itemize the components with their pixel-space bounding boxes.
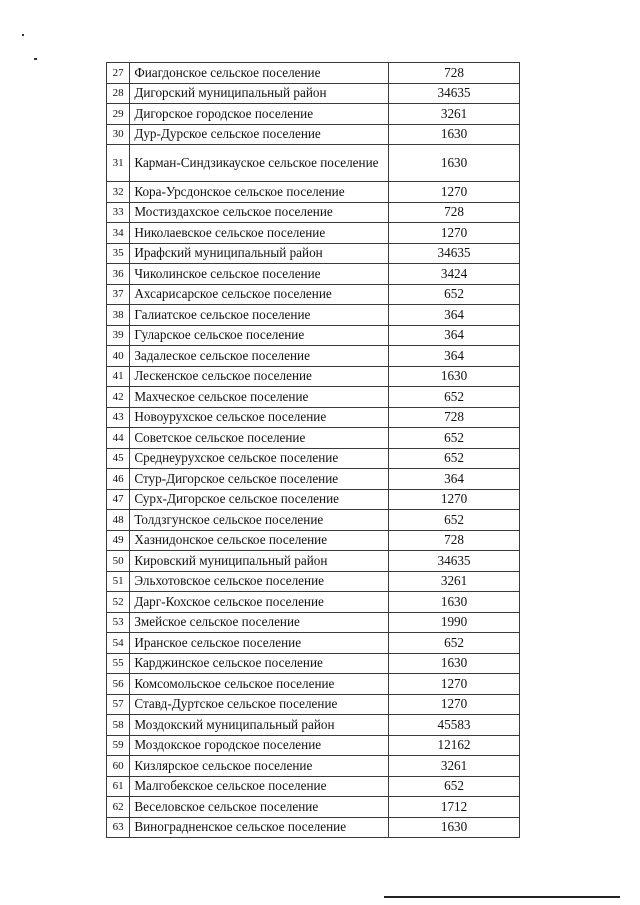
allocation-value: 34635 xyxy=(389,243,520,264)
row-number: 45 xyxy=(107,448,130,469)
settlement-name: Ирафский муниципальный район xyxy=(130,243,389,264)
settlement-name: Веселовское сельское поселение xyxy=(130,797,389,818)
allocation-value: 1630 xyxy=(389,366,520,387)
settlement-name: Эльхотовское сельское поселение xyxy=(130,571,389,592)
settlement-name: Задалеское сельское поселение xyxy=(130,346,389,367)
settlement-name: Виноградненское сельское поселение xyxy=(130,817,389,838)
row-number: 28 xyxy=(107,83,130,104)
row-number: 58 xyxy=(107,715,130,736)
row-number: 48 xyxy=(107,510,130,531)
allocation-value: 1270 xyxy=(389,694,520,715)
table-row xyxy=(107,284,520,305)
table-row xyxy=(107,797,520,818)
settlement-name: Среднеурухское сельское поселение xyxy=(130,448,389,469)
allocation-value: 652 xyxy=(389,428,520,449)
table-row xyxy=(107,223,520,244)
allocation-value: 1270 xyxy=(389,223,520,244)
settlement-name: Николаевское сельское поселение xyxy=(130,223,389,244)
allocation-value: 728 xyxy=(389,407,520,428)
table-row xyxy=(107,428,520,449)
row-number: 41 xyxy=(107,366,130,387)
table-row xyxy=(107,305,520,326)
allocation-value: 728 xyxy=(389,530,520,551)
table-body xyxy=(107,63,520,838)
settlement-name: Фиагдонское сельское поселение xyxy=(130,63,389,84)
settlement-name: Иранское сельское поселение xyxy=(130,633,389,654)
row-number: 56 xyxy=(107,674,130,695)
allocation-table xyxy=(106,62,520,838)
allocation-value: 1630 xyxy=(389,653,520,674)
settlement-name: Махческое сельское поселение xyxy=(130,387,389,408)
settlement-name: Кора-Урсдонское сельское поселение xyxy=(130,182,389,203)
settlement-name: Чиколинское сельское поселение xyxy=(130,264,389,285)
allocation-value: 364 xyxy=(389,305,520,326)
row-number: 31 xyxy=(107,145,130,182)
settlement-name: Моздокский муниципальный район xyxy=(130,715,389,736)
settlement-name: Советское сельское поселение xyxy=(130,428,389,449)
table-row xyxy=(107,346,520,367)
table-row xyxy=(107,633,520,654)
allocation-value: 3261 xyxy=(389,104,520,125)
table-row xyxy=(107,469,520,490)
table-row xyxy=(107,83,520,104)
settlement-name: Толдзгунское сельское поселение xyxy=(130,510,389,531)
allocation-value: 652 xyxy=(389,776,520,797)
table-row xyxy=(107,63,520,84)
table-row xyxy=(107,182,520,203)
row-number: 57 xyxy=(107,694,130,715)
signature-line xyxy=(384,896,620,898)
settlement-name: Галиатское сельское поселение xyxy=(130,305,389,326)
table-row xyxy=(107,653,520,674)
table-row xyxy=(107,551,520,572)
table-row xyxy=(107,489,520,510)
settlement-name: Дур-Дурское сельское поселение xyxy=(130,124,389,145)
row-number: 53 xyxy=(107,612,130,633)
settlement-name: Кизлярское сельское поселение xyxy=(130,756,389,777)
allocation-value: 1270 xyxy=(389,182,520,203)
table-row xyxy=(107,817,520,838)
table-row xyxy=(107,407,520,428)
allocation-value: 652 xyxy=(389,387,520,408)
settlement-name: Стур-Дигорское сельское поселение xyxy=(130,469,389,490)
allocation-value: 364 xyxy=(389,469,520,490)
table-row xyxy=(107,366,520,387)
row-number: 35 xyxy=(107,243,130,264)
row-number: 63 xyxy=(107,817,130,838)
row-number: 46 xyxy=(107,469,130,490)
table-row xyxy=(107,387,520,408)
allocation-value: 1630 xyxy=(389,817,520,838)
row-number: 52 xyxy=(107,592,130,613)
settlement-name: Змейское сельское поселение xyxy=(130,612,389,633)
row-number: 27 xyxy=(107,63,130,84)
row-number: 39 xyxy=(107,325,130,346)
allocation-value: 3424 xyxy=(389,264,520,285)
row-number: 42 xyxy=(107,387,130,408)
allocation-value: 652 xyxy=(389,284,520,305)
settlement-name: Кировский муниципальный район xyxy=(130,551,389,572)
row-number: 59 xyxy=(107,735,130,756)
allocation-value: 1630 xyxy=(389,592,520,613)
table-row xyxy=(107,325,520,346)
row-number: 44 xyxy=(107,428,130,449)
table-row xyxy=(107,735,520,756)
row-number: 51 xyxy=(107,571,130,592)
row-number: 49 xyxy=(107,530,130,551)
allocation-value: 3261 xyxy=(389,756,520,777)
row-number: 43 xyxy=(107,407,130,428)
table-row xyxy=(107,530,520,551)
table-row xyxy=(107,776,520,797)
row-number: 40 xyxy=(107,346,130,367)
settlement-name: Сурх-Дигорское сельское поселение xyxy=(130,489,389,510)
allocation-value: 1712 xyxy=(389,797,520,818)
allocation-value: 364 xyxy=(389,325,520,346)
row-number: 37 xyxy=(107,284,130,305)
table-row xyxy=(107,264,520,285)
settlement-name: Новоурухское сельское поселение xyxy=(130,407,389,428)
settlement-name: Карджинское сельское поселение xyxy=(130,653,389,674)
allocation-value: 728 xyxy=(389,63,520,84)
table-row xyxy=(107,571,520,592)
allocation-value: 1990 xyxy=(389,612,520,633)
row-number: 61 xyxy=(107,776,130,797)
table-row xyxy=(107,104,520,125)
table-row xyxy=(107,145,520,182)
table-row xyxy=(107,202,520,223)
table-row xyxy=(107,756,520,777)
settlement-name: Ставд-Дуртское сельское поселение xyxy=(130,694,389,715)
settlement-name: Гуларское сельское поселение xyxy=(130,325,389,346)
settlement-name: Комсомольское сельское поселение xyxy=(130,674,389,695)
row-number: 62 xyxy=(107,797,130,818)
settlement-name: Мостиздахское сельское поселение xyxy=(130,202,389,223)
row-number: 38 xyxy=(107,305,130,326)
allocation-value: 12162 xyxy=(389,735,520,756)
settlement-name: Карман-Синдзикауское сельское поселение xyxy=(130,145,389,182)
row-number: 34 xyxy=(107,223,130,244)
allocation-value: 34635 xyxy=(389,83,520,104)
allocation-value: 1270 xyxy=(389,674,520,695)
allocation-value: 364 xyxy=(389,346,520,367)
allocation-value: 1270 xyxy=(389,489,520,510)
row-number: 47 xyxy=(107,489,130,510)
settlement-name: Дарг-Кохское сельское поселение xyxy=(130,592,389,613)
allocation-value: 34635 xyxy=(389,551,520,572)
scan-speck xyxy=(34,58,37,60)
scan-speck xyxy=(22,34,24,36)
row-number: 54 xyxy=(107,633,130,654)
settlement-name: Ахсарисарское сельское поселение xyxy=(130,284,389,305)
row-number: 50 xyxy=(107,551,130,572)
settlement-name: Дигорский муниципальный район xyxy=(130,83,389,104)
allocation-value: 3261 xyxy=(389,571,520,592)
settlement-name: Хазнидонское сельское поселение xyxy=(130,530,389,551)
allocation-value: 652 xyxy=(389,510,520,531)
allocation-value: 652 xyxy=(389,633,520,654)
allocation-value: 1630 xyxy=(389,145,520,182)
settlement-name: Лескенское сельское поселение xyxy=(130,366,389,387)
settlement-name: Малгобекское сельское поселение xyxy=(130,776,389,797)
settlement-name: Моздокское городское поселение xyxy=(130,735,389,756)
allocation-value: 652 xyxy=(389,448,520,469)
table-row xyxy=(107,715,520,736)
row-number: 30 xyxy=(107,124,130,145)
row-number: 55 xyxy=(107,653,130,674)
table-row xyxy=(107,243,520,264)
table-row xyxy=(107,124,520,145)
settlement-name: Дигорское городское поселение xyxy=(130,104,389,125)
table-row xyxy=(107,592,520,613)
row-number: 36 xyxy=(107,264,130,285)
allocation-value: 1630 xyxy=(389,124,520,145)
allocation-value: 45583 xyxy=(389,715,520,736)
table-row xyxy=(107,674,520,695)
row-number: 60 xyxy=(107,756,130,777)
table-row xyxy=(107,612,520,633)
table-row xyxy=(107,448,520,469)
row-number: 29 xyxy=(107,104,130,125)
allocation-value: 728 xyxy=(389,202,520,223)
row-number: 32 xyxy=(107,182,130,203)
table-row xyxy=(107,510,520,531)
table-row xyxy=(107,694,520,715)
row-number: 33 xyxy=(107,202,130,223)
